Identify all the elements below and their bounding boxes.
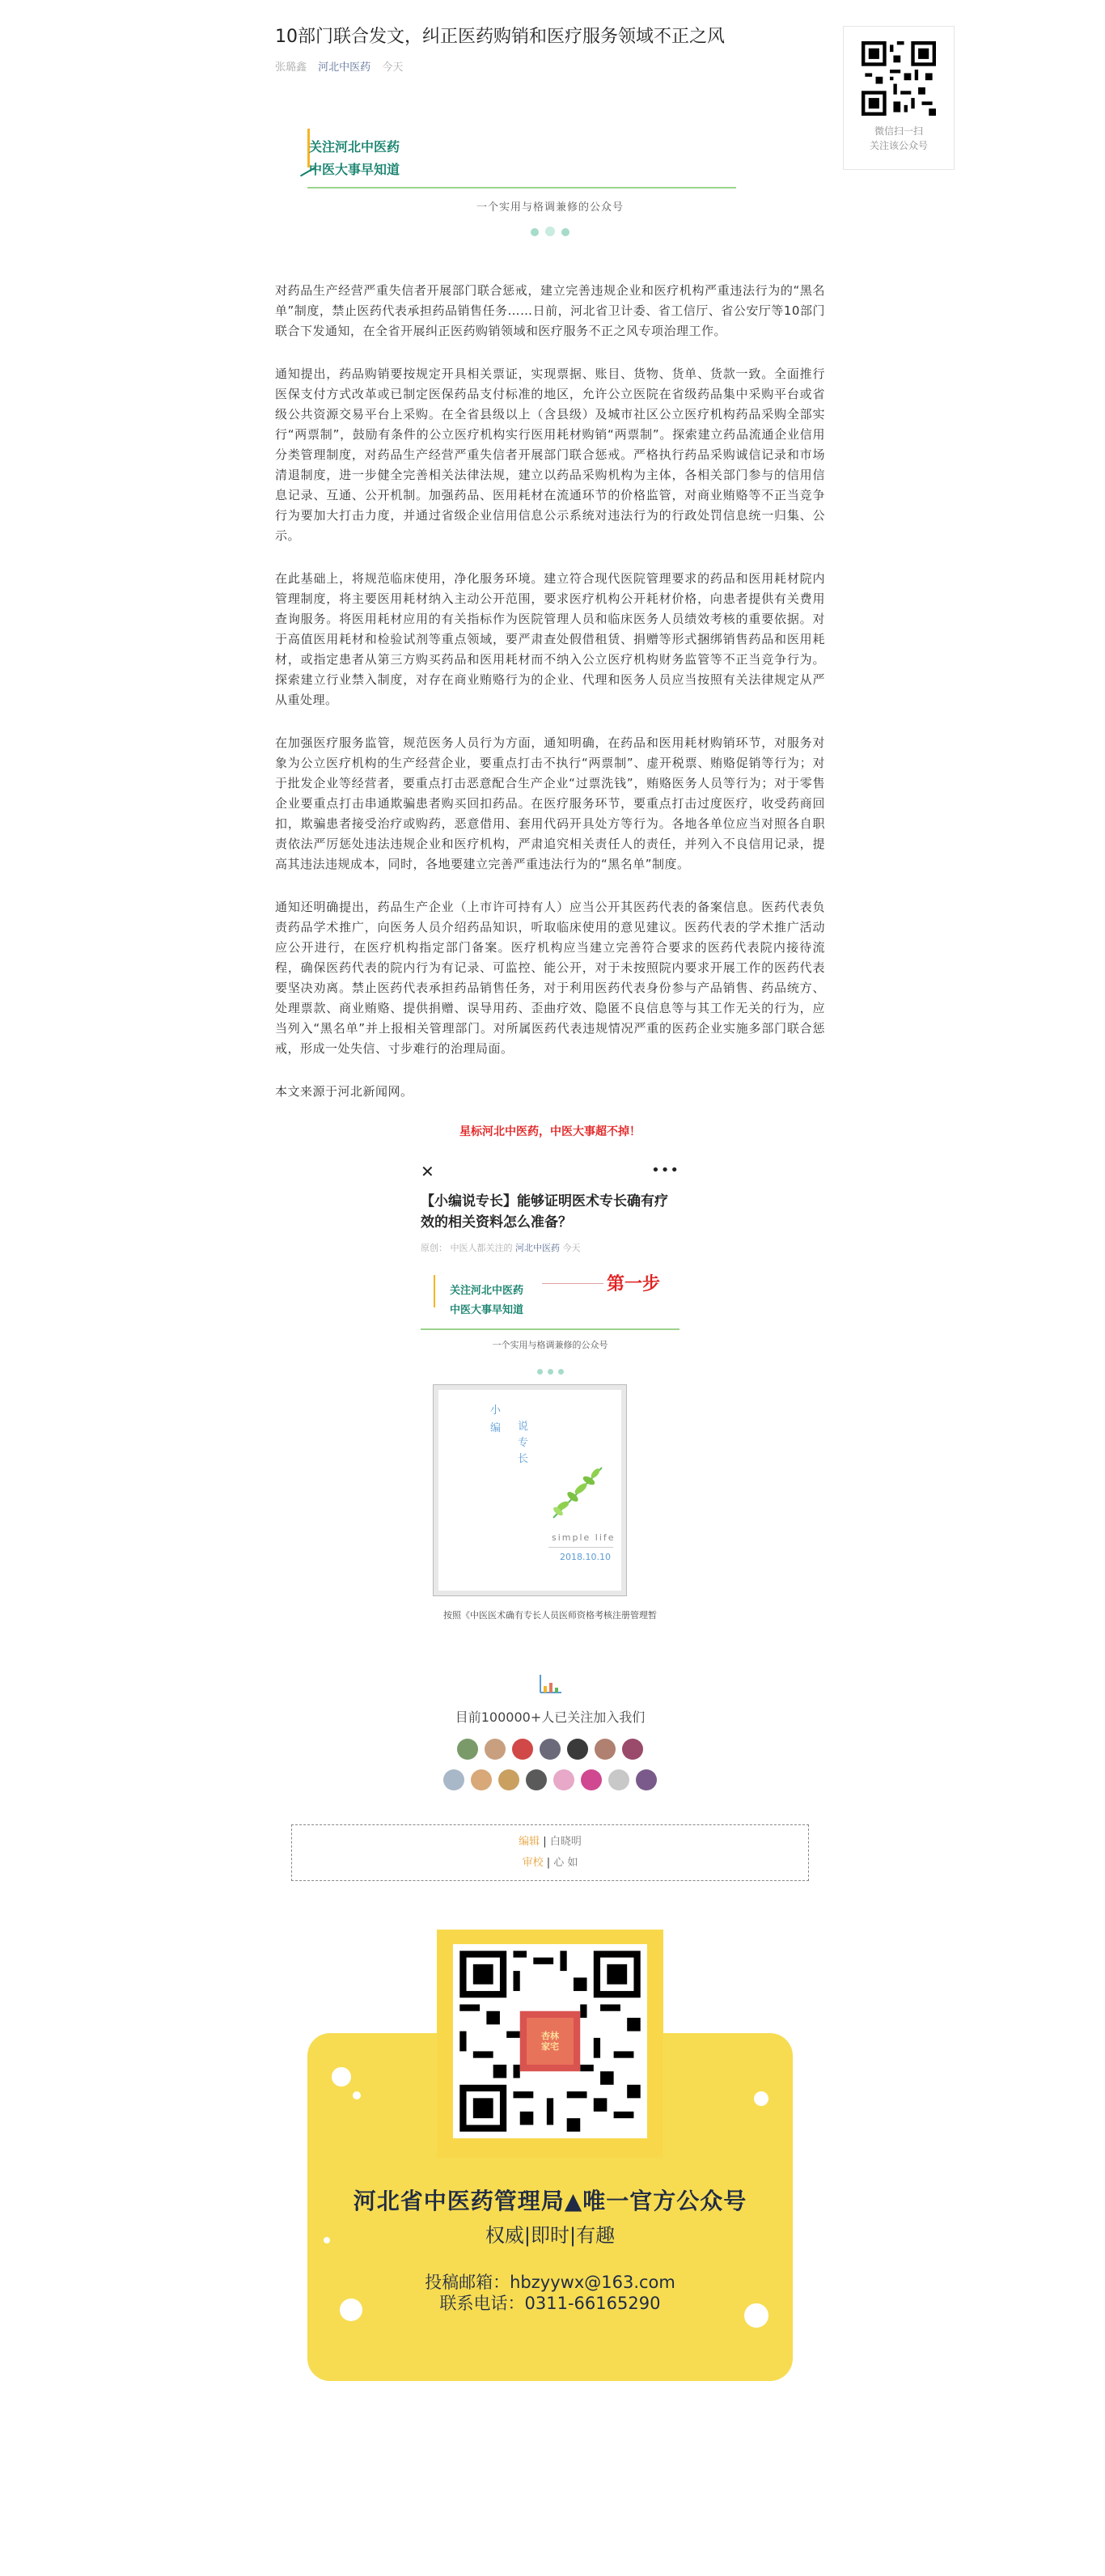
banner-underline <box>307 187 736 189</box>
embedded-account: 河北中医药 <box>515 1243 560 1253</box>
follow-banner <box>275 90 825 235</box>
dot-icon <box>558 1369 564 1375</box>
step-label: 第一步 <box>607 1274 661 1294</box>
embedded-accent-bar <box>434 1275 435 1307</box>
dot-icon <box>537 1369 543 1375</box>
paragraph-2: 通知提出，药品购销要按规定开具相关票证，实现票据、账目、货物、货单、货款一致。全面推行医保支付方式改革或已制定医保药品支付标准的地区，允许公立医院在省级药品集中采购平台或省级公共资源交易平台上采购。在全省县级以上（含县级）及城市社区公立医疗机构药品采购全部实行“两票制”，鼓励有条件的公立医疗机构实行医用耗材购销“两票制”。探索建立药品流通企业信用分类管理制度，对药品生产经营严重失信者开展部门联合惩戒。严格执行药品采购诚信记录和市场清退制度，进一步健全完善相关法律法规，建立以药品采购机构为主体，各相关部门参与的信用信息记录、互通、公开机制。加强药品、医用耗材在流通环节的价格监管，对商业贿赂等不正当竞争行为要加大打击力度，并通过省级企业信用信息公示系统对违法行为的行政处罚信息统一归集、公示。 <box>275 366 825 543</box>
banner-line2: 中医大事早知道 <box>309 162 400 177</box>
source-note: 本文来源于河北新闻网。 <box>275 1084 413 1099</box>
promo-headline: 河北省中医药管理局▲唯一官方公众号 <box>353 2188 747 2214</box>
avatar <box>622 1739 643 1760</box>
author-name: 张璐鑫 <box>275 61 307 74</box>
dot-icon <box>531 228 539 236</box>
qr-caption-line1: 微信扫一扫 <box>874 125 923 137</box>
avatar <box>540 1739 561 1760</box>
card-xiao: 小 <box>490 1405 502 1417</box>
paragraph-5: 通知还明确提出，药品生产企业（上市许可持有人）应当公开其医药代表的备案信息。医药代表负责药品学术推广，向医务人员介绍药品知识，听取临床使用的意见建议。医药代表的学术推广活动应公开进行，在医疗机构指定部门备案。医疗机构应当建立完善符合要求的医药代表院内接待流程，确保医药代表的院内行为有记录、可监控、能公开，对于未按照院内要求开展工作的医药代表要坚决劝离。禁止医药代表承担药品销售任务，对于利用医药代表身份参与产品销售、药品统方、处理票款、商业贿赂、提供捐赠、误导用药、歪曲疗效、隐匿不良信息等与其工作无关的行为，应当列入“黑名单”并上报相关管理部门。对所属医药代表违规情况严重的医药企业实施多部门联合惩戒，形成一处失信、寸步难行的治理局面。 <box>275 900 825 1056</box>
embedded-dots <box>421 1362 680 1378</box>
more-icon: ••• <box>651 1162 680 1179</box>
embedded-subtitle: 一个实用与格调兼修的公众号 <box>492 1340 608 1350</box>
avatar <box>512 1739 533 1760</box>
card-date: 2018.10.10 <box>560 1552 611 1562</box>
embedded-meta <box>421 1241 581 1254</box>
avatar <box>457 1739 478 1760</box>
follower-avatars <box>275 1735 825 1797</box>
avatar <box>608 1769 629 1790</box>
publish-date: 今天 <box>382 61 404 74</box>
avatar <box>553 1769 574 1790</box>
paragraph-1: 对药品生产经营严重失信者开展部门联合惩戒，建立完善违规企业和医疗机构严重违法行为的“黑名单”制度，禁止医药代表承担药品销售任务……日前，河北省卫计委、省工信厅、省公安厅等10部门联合下发通知，在全省开展纠正医药购销领域和医疗服务不正之风专项治理工作。 <box>275 283 825 338</box>
promo-slogan: 权威|即时|有趣 <box>485 2224 616 2247</box>
embedded-screenshot <box>421 1162 680 1647</box>
avatar <box>443 1769 464 1790</box>
embedded-byline: 中医人都关注的 <box>450 1243 513 1253</box>
paragraph-3: 在此基础上，将规范临床使用，净化服务环境。建立符合现代医院管理要求的药品和医用耗材院内管理制度，将主要医用耗材纳入主动公开范围，要求医疗机构公开耗材价格，向患者提供有关费用查询服务。将医用耗材应用的有关指标作为医院管理人员和临床医务人员绩效考核的重要依据。对于高值医用耗材和检验试剂等重点领域，要严肃查处假借租赁、捐赠等形式捆绑销售药品和医用耗材，或指定患者从第三方购买药品和医用耗材而不纳入公立医疗机构财务监管等不正当竞争行为。探索建立行业禁入制度，对存在商业贿赂行为的企业、代理和医务人员应当按照有关法律规定从严从重处理。 <box>275 571 825 707</box>
card-bian: 编 <box>490 1422 502 1434</box>
promo-badge <box>533 2024 567 2058</box>
qr-code-icon <box>862 41 936 116</box>
decor-dot <box>754 2091 768 2106</box>
close-icon: ✕ <box>421 1162 434 1181</box>
article-title: 10部门联合发文，纠正医药购销和医疗服务领域不正之风 <box>275 27 725 47</box>
banner-subtitle: 一个实用与格调兼修的公众号 <box>476 201 624 214</box>
article-meta <box>275 58 825 74</box>
promo-phone: 联系电话：0311-66165290 <box>439 2294 661 2313</box>
embedded-banner-line1: 关注河北中医药 <box>450 1285 524 1297</box>
followers-count: 目前100000+人已关注加入我们 <box>455 1710 646 1725</box>
editor-credits: 编辑 | 白晓明 审校 | 心 如 <box>291 1824 809 1881</box>
editor-value: 白晓明 <box>549 1836 582 1848</box>
embedded-author: 原创： <box>421 1243 447 1253</box>
cover-card <box>434 1385 626 1595</box>
reviewer-label: 审校 <box>522 1857 544 1869</box>
promo-badge-text: 杏林家宅 <box>541 2031 559 2052</box>
embedded-underline <box>421 1328 680 1330</box>
star-reminder: 星标河北中医药，中医大事超不掉！ <box>459 1125 641 1138</box>
dot-icon <box>545 227 555 236</box>
avatar <box>526 1769 547 1790</box>
promo-email: 投稿邮箱：hbzyywx@163.com <box>425 2273 675 2292</box>
article-page <box>275 0 825 2415</box>
dot-icon <box>548 1369 553 1375</box>
pointer-line <box>542 1283 603 1284</box>
decor-dot <box>332 2067 351 2087</box>
avatar <box>498 1769 519 1790</box>
qr-panel <box>843 26 955 170</box>
embedded-banner-line2: 中医大事早知道 <box>450 1304 524 1316</box>
reviewer-value: 心 如 <box>553 1857 578 1869</box>
editor-label: 编辑 <box>519 1836 540 1848</box>
card-divider <box>548 1547 613 1548</box>
avatar <box>485 1739 506 1760</box>
avatar <box>471 1769 492 1790</box>
avatar <box>567 1739 588 1760</box>
avatar <box>581 1769 602 1790</box>
decor-dot <box>353 2091 361 2099</box>
qr-caption-line2: 关注该公众号 <box>869 140 928 151</box>
card-shuo: 说专长 <box>518 1421 529 1465</box>
avatar <box>636 1769 657 1790</box>
leaf-icon <box>545 1461 610 1529</box>
promo-qr-code <box>453 1944 647 2138</box>
bar-chart-icon <box>534 1671 566 1696</box>
avatar <box>595 1739 616 1760</box>
official-account-promo <box>275 1930 825 2415</box>
dot-icon <box>561 228 569 236</box>
banner-dots <box>275 224 825 239</box>
banner-line1: 关注河北中医药 <box>309 139 400 155</box>
embedded-date: 今天 <box>562 1243 581 1253</box>
embedded-title: 【小编说专长】能够证明医术专长确有疗效的相关资料怎么准备？ <box>421 1193 668 1231</box>
paragraph-4: 在加强医疗服务监管，规范医务人员行为方面，通知明确，在药品和医用耗材购销环节，对服务对象为公立医疗机构的生产经营企业，要重点打击不执行“两票制”、虚开税票、贿赂促销等行为；对于批发企业等经营者，要重点打击恶意配合生产企业“过票洗钱”，贿赂医务人员等行为；对于零售企业要重点打击串通欺骗患者购买回扣药品。在医疗服务环节，要重点打击过度医疗，收受药商回扣，欺骗患者接受治疗或购药，恶意借用、套用代码开具处方等行为。各地各单位应当对照各自职责依法严厉惩处违法违规企业和医疗机构，严肃追究相关责任人的责任，并列入不良信用记录，提高其违法违规成本，同时，各地要建立完善严重违法行为的“黑名单”制度。 <box>275 735 825 871</box>
embedded-caption: 按照《中医医术确有专长人员医师资格考核注册管理暂 <box>443 1610 657 1621</box>
account-link[interactable]: 河北中医药 <box>318 61 371 74</box>
card-simple-life: simple life <box>552 1532 616 1543</box>
